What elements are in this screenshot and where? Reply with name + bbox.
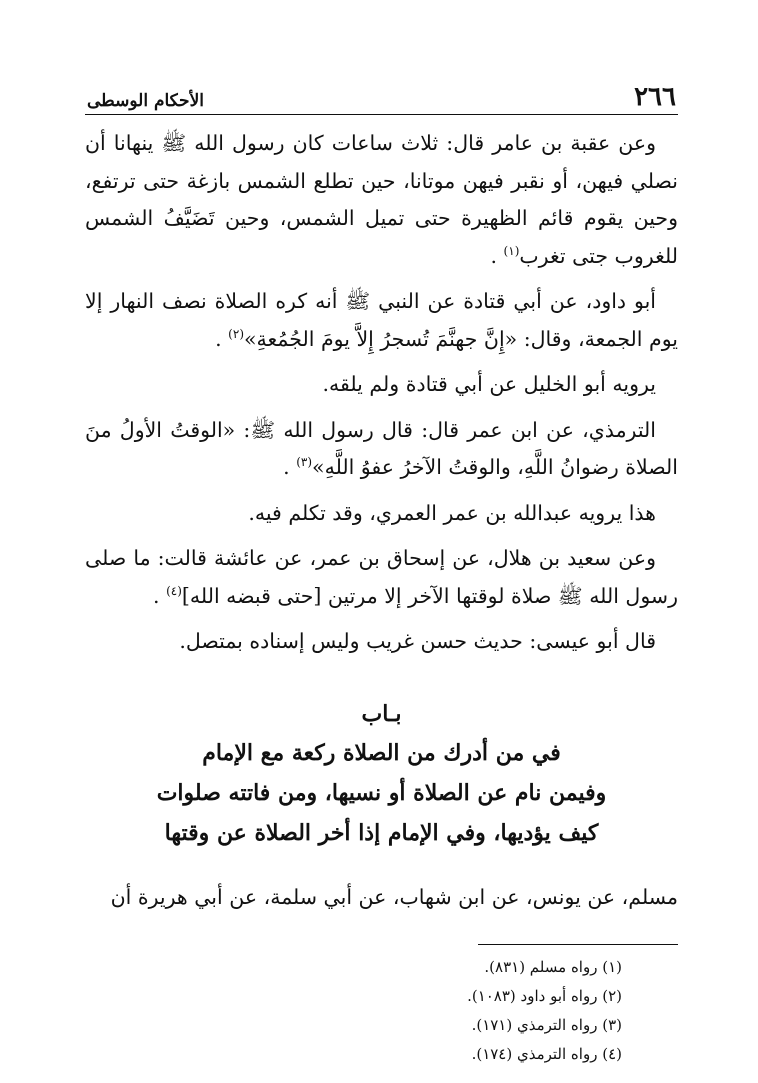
chapter-label: بـاب xyxy=(361,700,402,727)
footnote-ref-1: (١) xyxy=(503,243,520,258)
chapter-heading xyxy=(85,695,678,853)
page-number: ٢٦٦ xyxy=(634,82,676,112)
footnote-ref-3: (٣) xyxy=(296,455,313,470)
paragraph-muslim: مسلم، عن يونس، عن ابن شهاب، عن أبي سلمة، عن أبي هريرة أن xyxy=(110,884,678,909)
footnotes xyxy=(85,953,678,1069)
footnote-ref-2: (٢) xyxy=(228,326,244,341)
paragraph-tirmidhi: الترمذي، عن ابن عمر قال: قال رسول الله ﷺ: «الوقتُ الأولُ منَ الصلاة رضوانُ اللَّهِ، والوقتُ الآخرُ عفوُ اللَّهِ»$^{(٣)}$ . xyxy=(85,417,678,479)
paragraph-abu-dawud: أبو داود، عن أبي قتادة عن النبي ﷺ أنه كره الصلاة نصف النهار إلا يوم الجمعة، وقال: «إِنَّ جهنَّمَ تُسجرُ إِلاَّ يومَ الجُمُعةِ»$^{(٢)}$ . xyxy=(85,289,678,351)
footnote-4: (٤) رواه الترمذي (١٧٤). xyxy=(471,1045,622,1063)
paragraph-abu-isa: قال أبو عيسى: حديث حسن غريب وليس إسناده بمتصل. xyxy=(179,629,656,653)
footnote-divider xyxy=(478,944,678,945)
chapter-title-line-3: كيف يؤديها، وفي الإمام إذا أخر الصلاة عن وقتها xyxy=(164,819,599,846)
footnote-2: (٢) رواه أبو داود (١٠٨٣). xyxy=(467,987,622,1005)
book-title: الأحكام الوسطى xyxy=(87,91,204,111)
paragraph-abu-khalil: يرويه أبو الخليل عن أبي قتادة ولم يلقه. xyxy=(322,372,656,396)
book-page xyxy=(85,76,678,1069)
footnote-1: (١) رواه مسلم (٨٣١). xyxy=(484,958,622,976)
main-text xyxy=(85,125,678,661)
chapter-title-line-2: وفيمن نام عن الصلاة أو نسيها، ومن فاتته صلوات xyxy=(156,779,607,806)
paragraph-uqba: وعن عقبة بن عامر قال: ثلاث ساعات كان رسول الله ﷺ ينهانا أن نصلي فيهن، أو نقبر فيهن موتانا، حين تطلع الشمس بازغة حتى ترتفع، وحين يقوم قائم الظهيرة حتى تميل الشمس، وحين تَضَيَّفُ الشمس للغروب جتى تغرب$^{(١)}$ . xyxy=(85,131,678,268)
chapter-title-line-1: في من أدرك من الصلاة ركعة مع الإمام xyxy=(202,739,561,766)
paragraph-aisha: وعن سعيد بن هلال، عن إسحاق بن عمر، عن عائشة قالت: ما صلى رسول الله ﷺ صلاة لوقتها الآخر إلا مرتين [حتى قبضه الله]$^{(٤)}$ . xyxy=(85,546,678,608)
paragraph-umari: هذا يرويه عبدالله بن عمر العمري، وقد تكلم فيه. xyxy=(248,500,656,525)
footnote-3: (٣) رواه الترمذي (١٧١). xyxy=(471,1016,622,1034)
footnote-ref-4: (٤) xyxy=(166,583,182,598)
running-header xyxy=(85,76,678,115)
